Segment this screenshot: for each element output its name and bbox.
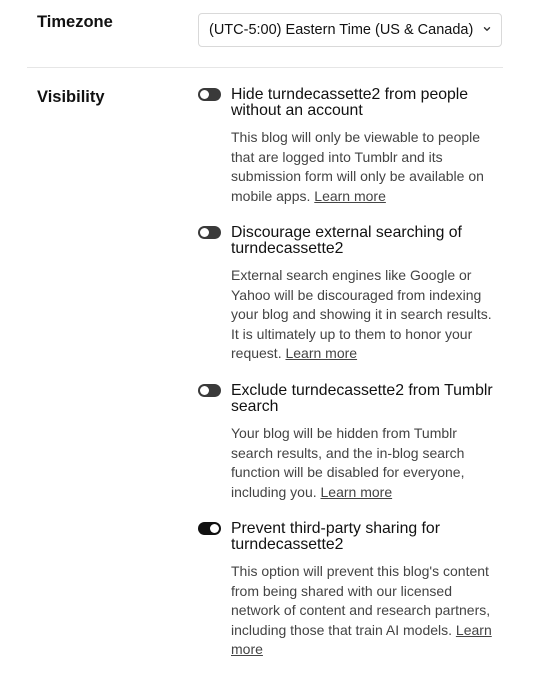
option-description-text: This option will prevent this blog's content from being shared with our licensed network of content and research partners, including those that train AI models. bbox=[231, 563, 491, 638]
learn-more-link[interactable]: Learn more bbox=[231, 621, 492, 657]
option-description bbox=[231, 424, 498, 502]
toggle-knob bbox=[200, 90, 209, 99]
section-divider bbox=[27, 67, 503, 68]
option-title: Exclude turndecassette2 from Tumblr search bbox=[231, 382, 493, 415]
option-description-text: External search engines like Google or Yahoo will be discouraged from indexing your blog and showing it in search results. It is ultimately up to them to honor your request. bbox=[231, 267, 492, 361]
option-description bbox=[231, 266, 498, 364]
option-hide-from-logged-out bbox=[198, 87, 498, 206]
option-discourage-external-search bbox=[198, 225, 498, 364]
timezone-label: Timezone bbox=[37, 13, 113, 31]
toggle-knob bbox=[210, 524, 219, 533]
learn-more-link[interactable]: Learn more bbox=[285, 345, 358, 361]
visibility-label: Visibility bbox=[37, 88, 105, 106]
learn-more-link[interactable]: Learn more bbox=[314, 187, 386, 204]
exclude-tumblr-search-toggle[interactable] bbox=[198, 384, 221, 397]
toggle-knob bbox=[200, 386, 209, 395]
option-title: Hide turndecassette2 from people without an account bbox=[231, 86, 469, 119]
option-description bbox=[231, 562, 498, 660]
option-description bbox=[231, 128, 498, 206]
option-description-text: Your blog will be hidden from Tumblr search results, and the in-blog search function will be disabled for everyone, including you. bbox=[231, 425, 465, 500]
discourage-external-search-toggle[interactable] bbox=[198, 226, 221, 239]
learn-more-link[interactable]: Learn more bbox=[320, 483, 393, 500]
option-exclude-tumblr-search bbox=[198, 383, 498, 502]
option-prevent-third-party-sharing bbox=[198, 521, 498, 660]
chevron-down-icon bbox=[481, 23, 493, 35]
prevent-third-party-sharing-toggle[interactable] bbox=[198, 522, 221, 535]
toggle-knob bbox=[200, 228, 209, 237]
timezone-select[interactable] bbox=[198, 13, 502, 47]
option-title: Discourage external searching of turndecassette2 bbox=[231, 224, 462, 257]
option-title: Prevent third-party sharing for turndecassette2 bbox=[231, 520, 440, 553]
option-description-text: This blog will only be viewable to people that are logged into Tumblr and its submission form will only be available on mobile apps. bbox=[231, 129, 484, 204]
timezone-selected-value: (UTC-5:00) Eastern Time (US & Canada) bbox=[209, 22, 474, 38]
hide-from-logged-out-toggle[interactable] bbox=[198, 88, 221, 101]
